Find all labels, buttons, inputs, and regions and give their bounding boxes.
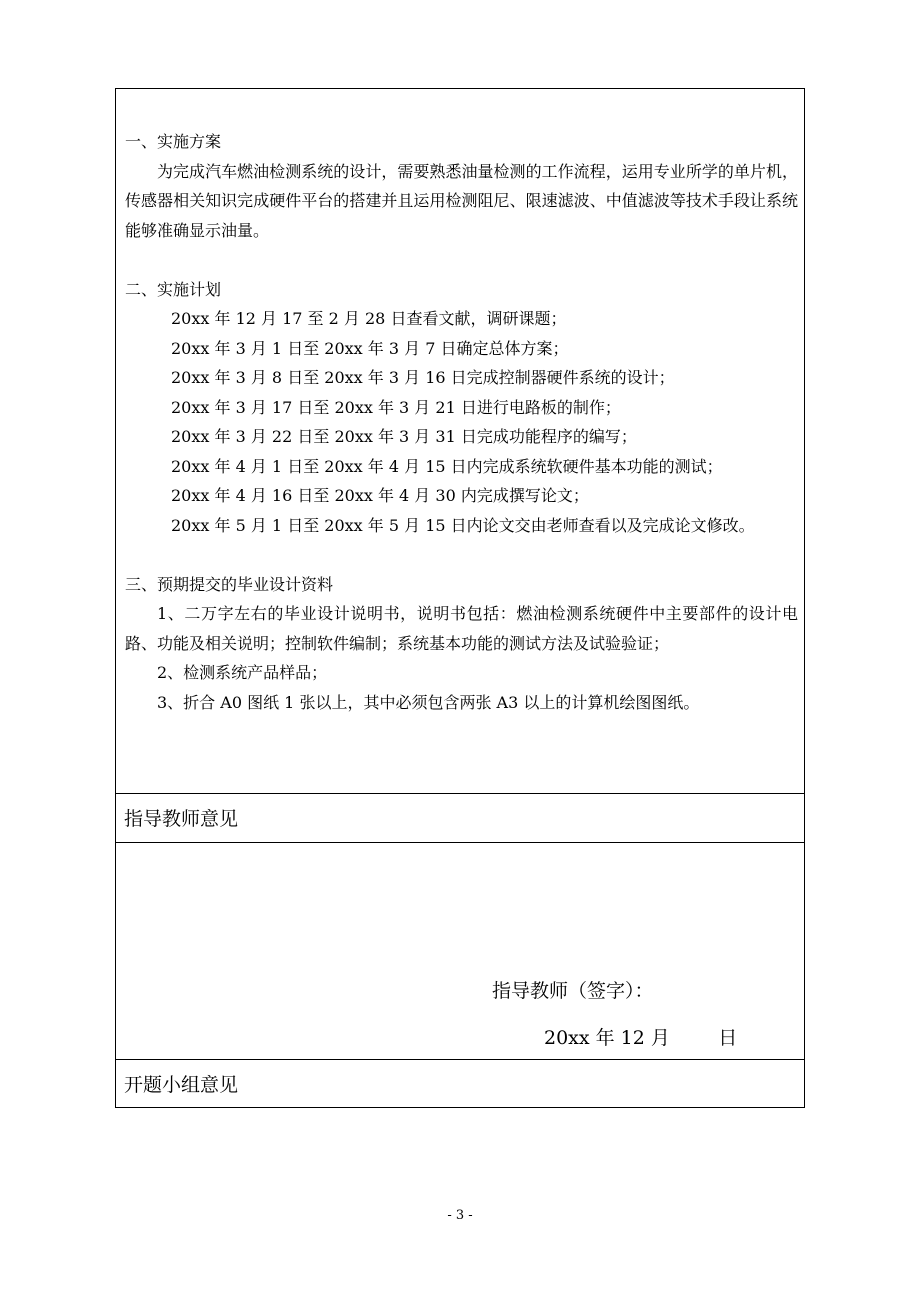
schedule-item: 20xx 年 12 月 17 至 2 月 28 日查看文献，调研课题；: [171, 309, 567, 328]
advisor-opinion-label: 指导教师意见: [124, 808, 239, 830]
proposal-form-table: [115, 88, 805, 1108]
page-number: - 3 -: [447, 1208, 473, 1223]
section-1-title: 一、实施方案: [125, 132, 222, 151]
advisor-opinion-header: [116, 794, 804, 843]
group-opinion-header: [116, 1060, 804, 1108]
advisor-signature-label: 指导教师（签字）：: [492, 980, 654, 1002]
section-2-title: 二、实施计划: [125, 279, 222, 299]
deliverable-item: 2、检测系统产品样品；: [157, 663, 328, 682]
deliverable-item: 1、二万字左右的毕业设计说明书，说明书包括：燃油检测系统硬件中主要部件的设计电路、功能及相关说明；控制软件编制；系统基本功能的测试方法及试验验证；: [125, 604, 798, 653]
deliverable-item: 3、折合 A0 图纸 1 张以上，其中必须包含两张 A3 以上的计算机绘图图纸。: [157, 692, 700, 712]
schedule-item: 20xx 年 3 月 1 日至 20xx 年 3 月 7 日确定总体方案；: [171, 338, 569, 358]
schedule-item: 20xx 年 3 月 8 日至 20xx 年 3 月 16 日完成控制器硬件系统的设计；: [171, 368, 675, 387]
schedule-item: 20xx 年 4 月 16 日至 20xx 年 4 月 30 内完成撰写论文；: [171, 486, 589, 505]
schedule-item: 20xx 年 5 月 1 日至 20xx 年 5 月 15 日内论文交由老师查看以及完成论文修改。: [171, 515, 755, 535]
schedule-item: 20xx 年 3 月 22 日至 20xx 年 3 月 31 日完成功能程序的编写；: [171, 427, 637, 446]
plan-cell: [116, 89, 804, 794]
section-3-title: 三、预期提交的毕业设计资料: [125, 574, 334, 594]
schedule-item: 20xx 年 4 月 1 日至 20xx 年 4 月 15 日内完成系统软硬件基本功能的测试；: [171, 456, 723, 476]
schedule-item: 20xx 年 3 月 17 日至 20xx 年 3 月 21 日进行电路板的制作；: [171, 397, 621, 417]
advisor-opinion-body: [116, 843, 804, 1060]
plan-content: [125, 127, 798, 717]
advisor-date: 20xx 年 12 月 日: [544, 1027, 738, 1049]
section-1-body: 为完成汽车燃油检测系统的设计，需要熟悉油量检测的工作流程，运用专业所学的单片机，传感器相关知识完成硬件平台的搭建并且运用检测阻尼、限速滤波、中值滤波等技术手段让系统能够准确显示油量。: [125, 161, 798, 240]
group-opinion-label: 开题小组意见: [124, 1074, 239, 1096]
